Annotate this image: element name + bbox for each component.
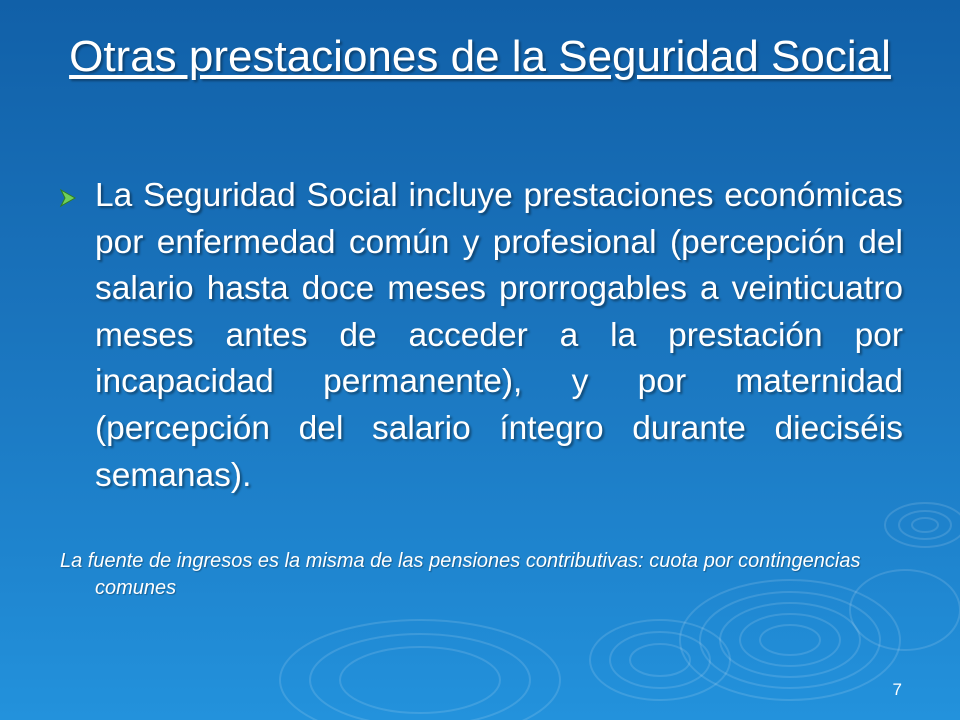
page-number: 7 xyxy=(892,680,902,699)
arrow-bullet-icon xyxy=(58,188,78,208)
slide-title: Otras prestaciones de la Seguridad Social xyxy=(69,32,891,81)
bullet-text: La Seguridad Social incluye prestaciones económicas por enfermedad común y profesional (percepción del salario hasta doce meses prorrogables a veinticuatro meses antes de acceder a la prestación por incapacidad permanente), y por maternidad (percepción del salario íntegro durante dieciséis semanas). xyxy=(95,177,903,494)
source-note: La fuente de ingresos es la misma de las pensiones contributivas: cuota por contingencias comunes xyxy=(60,550,861,599)
